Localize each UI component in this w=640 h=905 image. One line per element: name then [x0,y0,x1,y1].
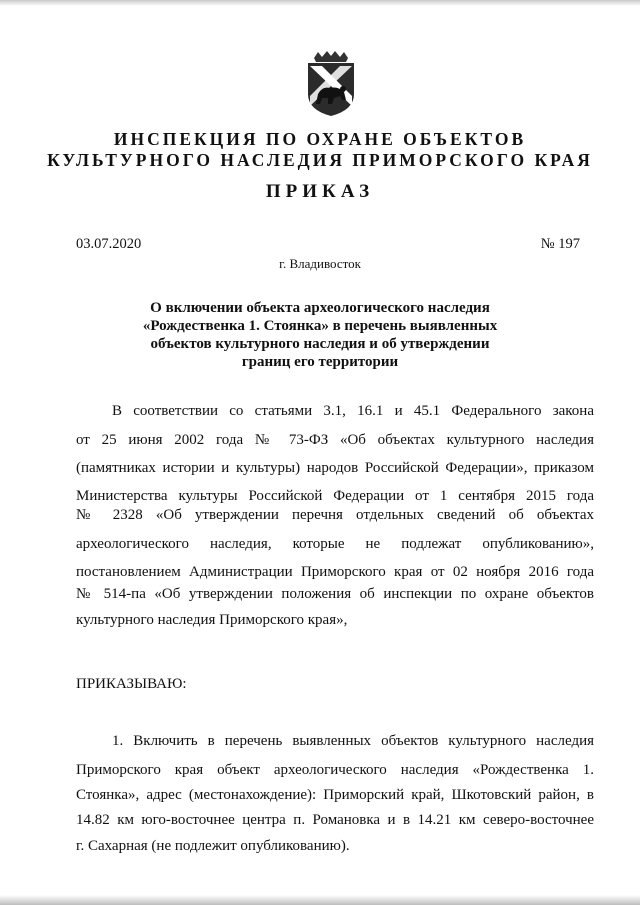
preamble-line: (памятниках истории и культуры) народов Российской Федерации», приказом [76,460,594,476]
subject-line: объектов культурного наследия и об утверждении [150,336,490,352]
item1-line: г. Сахарная (не подлежит опубликованию). [76,838,350,854]
preamble-line: археологического наследия, которые не подлежат опубликованию», [76,536,594,552]
item1-line: 14.82 км юго-восточнее центра п. Романовка и в 14.21 км северо-восточнее [76,812,594,828]
organization-name-line2: КУЛЬТУРНОГО НАСЛЕДИЯ ПРИМОРСКОГО КРАЯ [47,150,593,170]
item1-line: 1. Включить в перечень выявленных объектов культурного наследия [112,733,594,749]
document-number: № 197 [540,236,580,252]
preamble-line: Министерства культуры Российской Федерации от 1 сентября 2015 года [76,488,594,504]
order-word: ПРИКАЗЫВАЮ: [76,676,187,692]
preamble-line: В соответствии со статьями 3.1, 16.1 и 45.1 Федерального закона [112,403,594,419]
document-date: 03.07.2020 [76,236,142,252]
scan-edge-bottom [0,895,640,905]
document-type: ПРИКАЗ [265,181,375,202]
preamble-line: № 2328 «Об утверждении перечня отдельных сведений об объектах [76,507,594,523]
subject-line: границ его территории [241,354,399,370]
preamble-line: от 25 июня 2002 года № 73-ФЗ «Об объектах культурного наследия [76,432,594,448]
scan-edge-top [0,0,640,6]
preamble-line: № 514-па «Об утверждении положения об инспекции по охране объектов [76,586,594,602]
document-city: г. Владивосток [279,256,361,271]
preamble-line: постановлением Администрации Приморского края от 02 ноября 2016 года [76,564,594,580]
subject-line: О включении объекта археологического наследия [150,300,490,316]
subject-line: «Рождественка 1. Стоянка» в перечень выявленных [142,318,498,334]
item1-line: Приморского края объект археологического наследия «Рождественка 1. [76,762,594,778]
preamble-line: культурного наследия Приморского края», [76,612,348,628]
primorsky-coat-of-arms-icon [300,50,362,118]
item1-line: Стоянка», адрес (местонахождение): Приморский край, Шкотовский район, в [76,787,594,803]
organization-name-line1: ИНСПЕКЦИЯ ПО ОХРАНЕ ОБЪЕКТОВ [113,129,527,149]
